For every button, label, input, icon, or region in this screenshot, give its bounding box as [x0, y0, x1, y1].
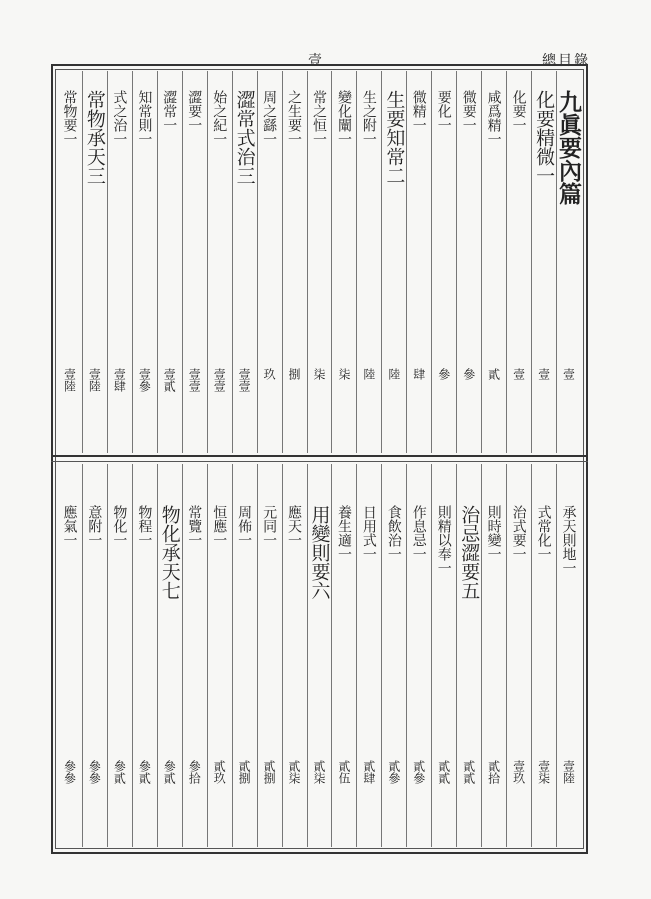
- toc-entry-title: 化要一: [510, 90, 527, 132]
- toc-entry-page: 玖: [262, 368, 277, 380]
- column-rule: [282, 71, 283, 453]
- toc-entry-page: 貳: [486, 368, 501, 380]
- column-rule: [107, 464, 108, 847]
- toc-entry-page: 貳參: [386, 760, 401, 784]
- toc-entry-title: 恒應一: [211, 505, 228, 547]
- toc-entry-page: 貳伍: [336, 760, 351, 784]
- toc-entry-page: 壹參: [137, 368, 152, 392]
- toc-entry-title: 生之附一: [360, 90, 377, 146]
- toc-entry-page: 陸: [386, 368, 401, 380]
- toc-entry-title: 周佈一: [236, 505, 253, 547]
- toc-entry-title: 物化一: [111, 505, 128, 547]
- column-rule: [207, 464, 208, 847]
- toc-entry-page: 壹: [561, 368, 576, 380]
- column-rule: [107, 71, 108, 453]
- toc-entry-title: 九眞要內篇: [555, 90, 583, 205]
- toc-entry-page: 貳參: [411, 760, 426, 784]
- toc-entry-page: 參貳: [162, 760, 177, 784]
- toc-entry-title: 常物承天三: [83, 90, 106, 185]
- toc-entry-page: 貳捌: [237, 760, 252, 784]
- toc-entry-title: 常之恒一: [311, 90, 327, 146]
- column-rule: [331, 464, 332, 847]
- column-rule: [282, 464, 283, 847]
- toc-entry-page: 貳玖: [212, 760, 227, 784]
- toc-entry-title: 微要一: [460, 90, 477, 132]
- toc-entry-title: 食飲治一: [385, 505, 402, 561]
- column-rule: [381, 71, 382, 453]
- toc-entry-title: 始之紀一: [211, 90, 228, 146]
- toc-entry-title: 澀要一: [186, 90, 203, 132]
- toc-entry-page: 壹陸: [62, 368, 77, 392]
- column-rule: [232, 71, 233, 453]
- column-rule: [307, 71, 308, 453]
- toc-entry-page: 參參: [87, 760, 102, 784]
- column-rule: [157, 71, 158, 453]
- page-number: 壹: [308, 53, 324, 69]
- toc-entry-title: 應氣一: [61, 505, 78, 547]
- toc-entry-title: 則精以奉一: [435, 505, 452, 575]
- toc-entry-title: 承天則地一: [560, 505, 577, 575]
- toc-entry-title: 澀常式治三: [233, 90, 256, 185]
- toc-entry-page: 柒: [312, 368, 326, 380]
- column-rule: [82, 464, 83, 847]
- toc-entry-page: 參: [461, 368, 476, 380]
- toc-entry-title: 之生要一: [286, 90, 303, 146]
- toc-entry-page: 壹壹: [187, 368, 202, 392]
- toc-entry-title: 則時變一: [485, 505, 502, 561]
- toc-entry-title: 治式要一: [510, 505, 527, 561]
- panel-divider-inner: [51, 461, 588, 462]
- toc-entry-page: 壹: [511, 368, 526, 380]
- column-rule: [431, 71, 432, 453]
- toc-entry-page: 壹陸: [87, 368, 102, 392]
- toc-entry-page: 貳柒: [312, 760, 326, 784]
- toc-entry-page: 壹玖: [511, 760, 526, 784]
- column-rule: [456, 464, 457, 847]
- column-rule: [132, 71, 133, 453]
- toc-entry-title: 式之治一: [111, 90, 128, 146]
- toc-entry-title: 應天一: [286, 505, 303, 547]
- column-rule: [132, 464, 133, 847]
- toc-entry-page: 壹壹: [237, 368, 252, 392]
- column-rule: [182, 464, 183, 847]
- column-rule: [531, 464, 532, 847]
- toc-entry-title: 用變則要六: [308, 505, 331, 600]
- toc-entry-page: 參參: [62, 760, 77, 784]
- panel-divider: [51, 455, 588, 457]
- toc-entry-title: 周之繇一: [261, 90, 278, 146]
- column-rule: [257, 464, 258, 847]
- toc-entry-title: 日用式一: [360, 505, 377, 561]
- column-rule: [356, 464, 357, 847]
- toc-entry-page: 壹壹: [212, 368, 227, 392]
- toc-entry-title: 常覽一: [186, 505, 203, 547]
- toc-entry-title: 物程一: [136, 505, 153, 547]
- toc-entry-title: 咸爲精一: [485, 90, 502, 146]
- toc-entry-title: 式常化一: [535, 505, 552, 561]
- toc-entry-title: 意附一: [86, 505, 103, 547]
- toc-entry-title: 治忌澀要五: [458, 505, 481, 600]
- toc-entry-page: 壹貳: [162, 368, 177, 392]
- column-rule: [481, 464, 482, 847]
- toc-entry-page: 壹肆: [112, 368, 127, 392]
- toc-entry-page: 參貳: [137, 760, 152, 784]
- toc-entry-title: 微精一: [410, 90, 427, 132]
- column-rule: [506, 71, 507, 453]
- column-rule: [456, 71, 457, 453]
- column-rule: [307, 464, 308, 847]
- toc-entry-page: 肆: [411, 368, 426, 380]
- toc-entry-page: 捌: [287, 368, 302, 380]
- toc-entry-title: 化要精微一: [533, 90, 556, 185]
- toc-entry-title: 養生適一: [335, 505, 352, 561]
- toc-entry-page: 貳捌: [262, 760, 277, 784]
- toc-entry-page: 貳拾: [486, 760, 501, 784]
- toc-entry-title: 作息忌一: [410, 505, 427, 561]
- toc-entry-page: 壹陸: [561, 760, 576, 784]
- column-rule: [356, 71, 357, 453]
- toc-entry-page: 參貳: [112, 760, 127, 784]
- toc-entry-title: 物化承天七: [158, 505, 181, 600]
- toc-entry-title: 知常則一: [136, 90, 153, 146]
- column-rule: [82, 71, 83, 453]
- toc-entry-page: 柒: [336, 368, 351, 380]
- toc-entry-title: 生要知常二: [383, 90, 406, 185]
- column-rule: [257, 71, 258, 453]
- toc-entry-page: 貳貳: [436, 760, 451, 784]
- toc-entry-page: 貳柒: [287, 760, 302, 784]
- column-rule: [406, 464, 407, 847]
- column-rule: [232, 464, 233, 847]
- inner-frame: [55, 69, 584, 849]
- column-rule: [331, 71, 332, 453]
- toc-entry-page: 貳肆: [361, 760, 376, 784]
- section-label: 總目錄: [542, 53, 590, 69]
- column-rule: [481, 71, 482, 453]
- toc-entry-title: 澀常一: [161, 90, 178, 132]
- column-rule: [381, 464, 382, 847]
- toc-entry-page: 壹: [536, 368, 551, 380]
- column-rule: [506, 464, 507, 847]
- column-rule: [406, 71, 407, 453]
- toc-entry-page: 陸: [361, 368, 376, 380]
- toc-entry-page: 壹柒: [536, 760, 551, 784]
- column-rule: [157, 464, 158, 847]
- toc-entry-title: 要化一: [435, 90, 452, 132]
- toc-entry-page: 參: [436, 368, 451, 380]
- toc-entry-title: 常物要一: [61, 90, 78, 146]
- toc-entry-title: 元同一: [261, 505, 278, 547]
- toc-entry-page: 貳貳: [461, 760, 476, 784]
- column-rule: [556, 464, 557, 847]
- toc-entry-title: 變化闡一: [335, 90, 352, 146]
- column-rule: [431, 464, 432, 847]
- column-rule: [531, 71, 532, 453]
- column-rule: [182, 71, 183, 453]
- column-rule: [207, 71, 208, 453]
- toc-entry-page: 參拾: [187, 760, 202, 784]
